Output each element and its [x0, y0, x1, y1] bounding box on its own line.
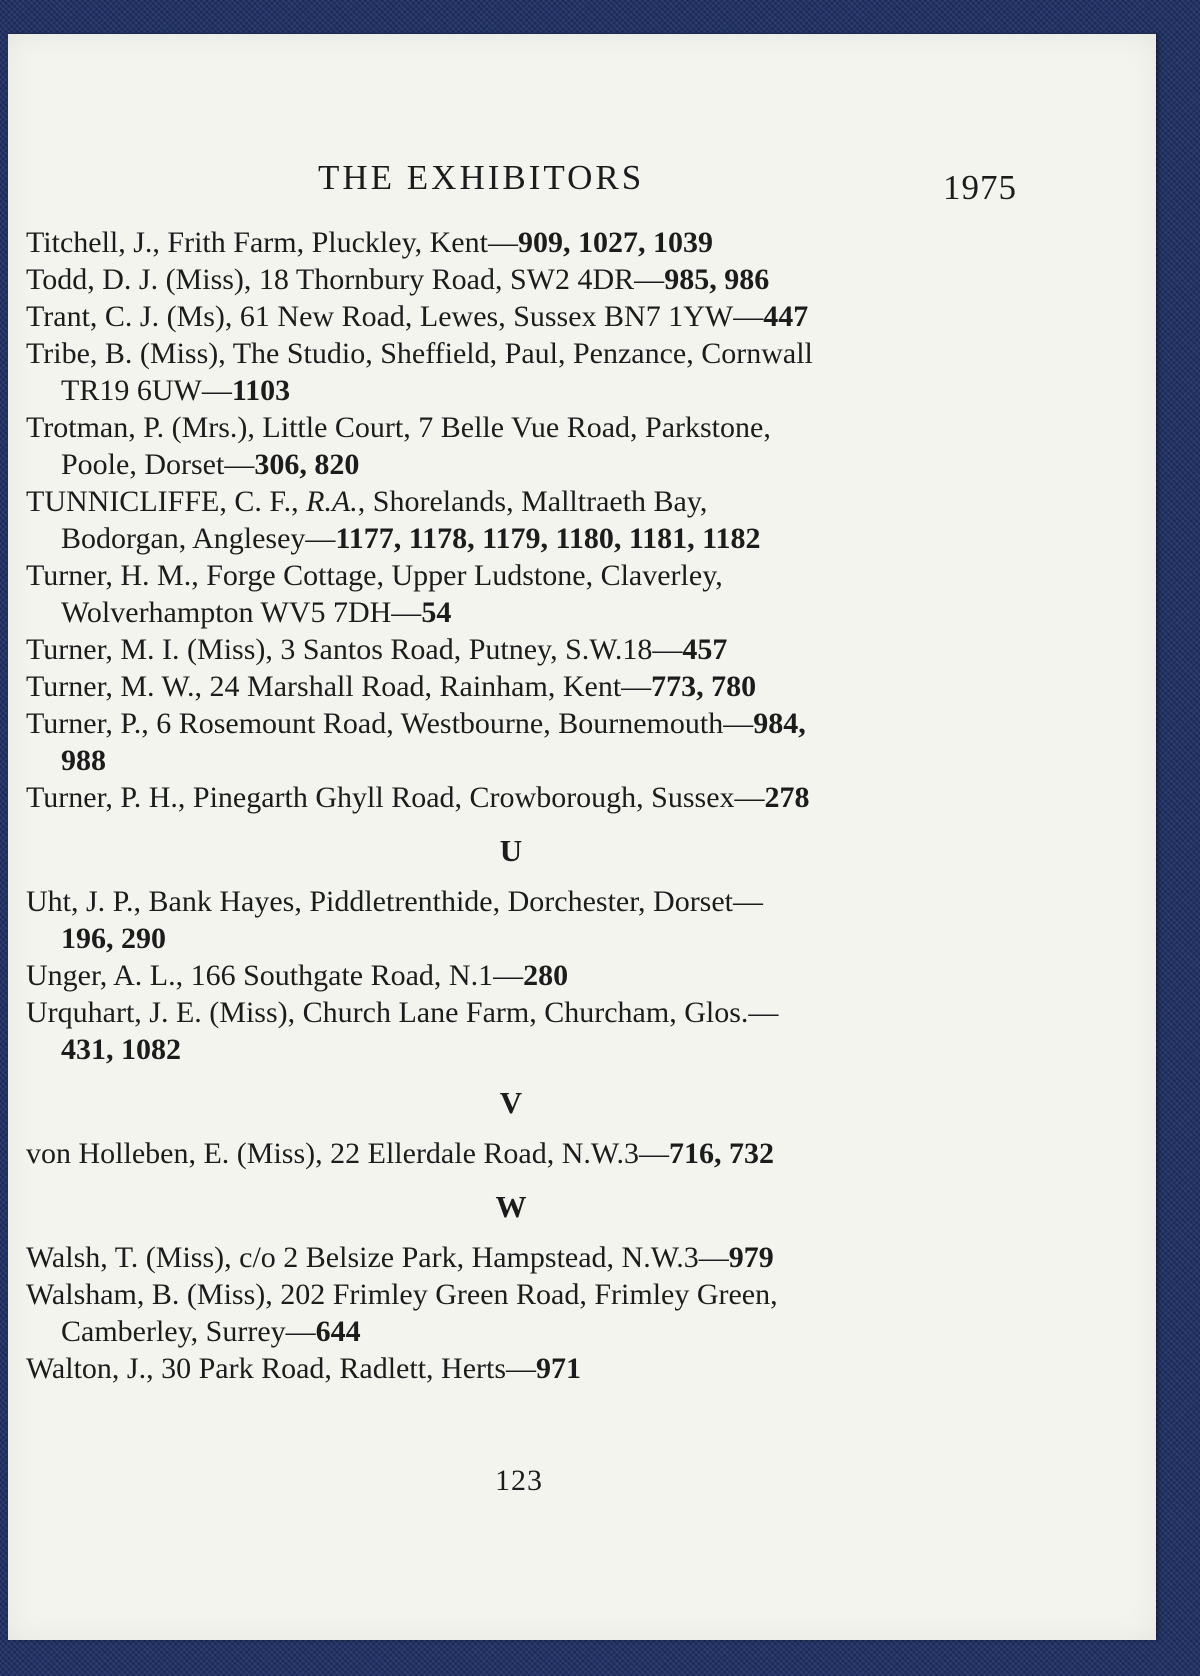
page-year: 1975	[943, 168, 1017, 207]
list-item: von Holleben, E. (Miss), 22 Ellerdale Road, N.W.3—716, 732	[26, 1137, 774, 1170]
list-item: Unger, A. L., 166 Southgate Road, N.1—280	[26, 959, 569, 992]
section-letter-v: V	[499, 1085, 523, 1120]
list-item: Titchell, J., Frith Farm, Pluckley, Kent—909, 1027, 1039	[26, 226, 713, 259]
list-item: TUNNICLIFFE, C. F., R.A., Shorelands, Malltraeth Bay, Bodorgan, Anglesey—1177, 1178, 1179, 1180, 1181, 1182	[26, 485, 761, 555]
list-item: Walton, J., 30 Park Road, Radlett, Herts—971	[26, 1352, 582, 1385]
exhibitor-list	[26, 224, 1026, 1387]
book-page	[8, 34, 1156, 1640]
list-item: Turner, H. M., Forge Cottage, Upper Ludstone, Claverley, Wolverhampton WV5 7DH—54	[26, 559, 723, 629]
list-item: Urquhart, J. E. (Miss), Church Lane Farm, Churcham, Glos.— 431, 1082	[26, 996, 779, 1066]
list-item: Turner, P., 6 Rosemount Road, Westbourne, Bournemouth—984, 988	[26, 707, 806, 777]
list-item: Walsh, T. (Miss), c/o 2 Belsize Park, Hampstead, N.W.3—979	[26, 1241, 774, 1274]
list-item: Uht, J. P., Bank Hayes, Piddletrenthide, Dorchester, Dorset— 196, 290	[26, 885, 764, 955]
list-item: Trant, C. J. (Ms), 61 New Road, Lewes, Sussex BN7 1YW—447	[26, 300, 809, 333]
page-number: 123	[495, 1464, 543, 1497]
section-letter-u: U	[499, 833, 523, 868]
page-title: THE EXHIBITORS	[318, 158, 645, 197]
list-item: Turner, M. W., 24 Marshall Road, Rainham, Kent—773, 780	[26, 670, 757, 703]
list-item: Tribe, B. (Miss), The Studio, Sheffield, Paul, Penzance, Cornwall TR19 6UW—1103	[26, 337, 813, 407]
list-item: Turner, P. H., Pinegarth Ghyll Road, Crowborough, Sussex—278	[26, 781, 810, 814]
list-item: Todd, D. J. (Miss), 18 Thornbury Road, SW2 4DR—985, 986	[26, 263, 770, 296]
list-item: Trotman, P. (Mrs.), Little Court, 7 Belle Vue Road, Parkstone, Poole, Dorset—306, 820	[26, 411, 771, 481]
list-item: Walsham, B. (Miss), 202 Frimley Green Road, Frimley Green, Camberley, Surrey—644	[26, 1278, 778, 1348]
list-item: Turner, M. I. (Miss), 3 Santos Road, Putney, S.W.18—457	[26, 633, 728, 666]
section-letter-w: W	[495, 1189, 527, 1224]
